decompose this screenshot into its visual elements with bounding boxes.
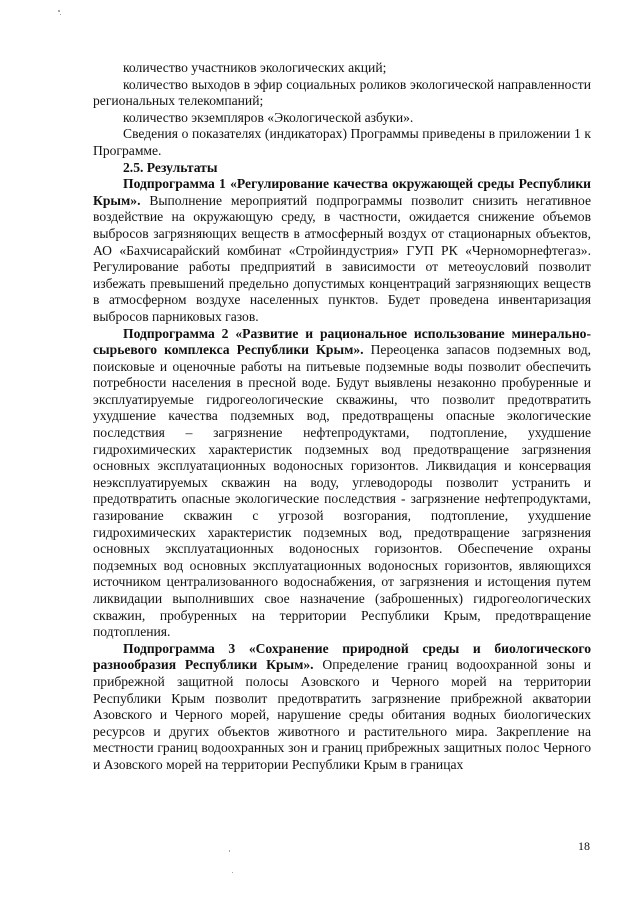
paragraph-p7 [93, 326, 591, 641]
scan-speck [232, 872, 233, 873]
paragraph-p2 [93, 77, 591, 110]
paragraph-p3 [93, 110, 591, 127]
bold-heading-text: Подпрограмма 1 «Регулирование качества окружающей среды Республики Крым». [93, 176, 591, 208]
scan-speck [229, 850, 230, 852]
body-text: количество участников экологических акций; [123, 60, 387, 75]
bold-heading-text: Подпрограмма 2 «Развитие и рациональное использование минерально-сырьевого комплекса Республики Крым». [93, 325, 591, 358]
body-text: количество экземпляров «Экологической азбуки». [123, 109, 414, 125]
scan-speck [60, 14, 61, 15]
page-number: 18 [578, 839, 590, 853]
paragraph-p5 [93, 160, 591, 177]
scan-speck [58, 10, 60, 12]
paragraph-p8 [93, 641, 591, 774]
body-text: Выполнение мероприятий подпрограммы позволит снизить негативное воздействие на окружающую среду, в частности, ожидается снижение объемов выбросов загрязняющих веществ в атмосферный воздух от стационарных объектов, АО «Бахчисарайский комбинат «Стройиндустрия» ГУП РК «Черноморнефтегаз». Регулирование работы предприятий в зависимости от метеоусловий позволит избежать превышений предельно допустимых концентраций загрязняющих веществ в атмосферном воздухе населенных пунктов. Будет проведена инвентаризация выбросов парниковых газов. [93, 192, 591, 324]
bold-heading-text: Подпрограмма 3 «Сохранение природной среды и биологического разнообразия Республики Крым». [93, 640, 591, 673]
paragraph-p6 [93, 176, 591, 325]
paragraph-p4 [93, 126, 591, 159]
paragraph-p1 [93, 60, 591, 77]
bold-heading-text: 2.5. Результаты [123, 159, 218, 175]
body-text: Переоценка запасов подземных вод, поисковые и оценочные работы на питьевые подземные воды позволит обеспечить потребности населения в пресной воде. Будут выявлены незаконно пробуренные и эксплуатируемые гидрогеологические скважины, что позволит предотвратить ухудшение качества подземных вод, предотвращены опасные экологические последствия – загрязнение нефтепродуктами, подтопление, ухудшение гидрохимических характеристик подземных вод предотвращение загрязнения основных эксплуатационных водоносных горизонтов. Ликвидация и консервация неэксплуатируемых скважин на воду, углеводороды позволит устранить и предотвратить опасные экологические последствия - загрязнение нефтепродуктами, газирование скважин с угрозой возгорания, подтопление, ухудшение гидрохимических характеристик подземных вод, предотвращение загрязнения основных эксплуатационных водоносных горизонтов. Обеспечение охраны подземных вод основных эксплуатационных водоносных горизонтов, являющихся источником централизованного водоснабжения, от загрязнения и истощения путем ликвидации выполнивших свое назначение (заброшенных) гидрогеологических скважин, пробуренных на территории Республики Крым, предотвращение подтопления. [93, 342, 592, 640]
document-body [93, 60, 591, 774]
body-text: Сведения о показателях (индикаторах) Программы приведены в приложении 1 к Программе. [93, 126, 591, 158]
body-text: количество выходов в эфир социальных роликов экологической направленности региональных телекомпаний; [93, 76, 591, 109]
body-text: Определение границ водоохранной зоны и прибрежной защитной полосы Азовского и Черного морей на территории Республики Крым позволит предотвратить загрязнение прибрежной акватории Азовского и Черного морей, нарушение среды обитания водных биологических ресурсов и других объектов животного и растительного мира. Закрепление на местности границ водоохранных зон и границ прибрежных защитных полос Черного и Азовского морей на территории Республики Крым в границах [93, 657, 591, 772]
